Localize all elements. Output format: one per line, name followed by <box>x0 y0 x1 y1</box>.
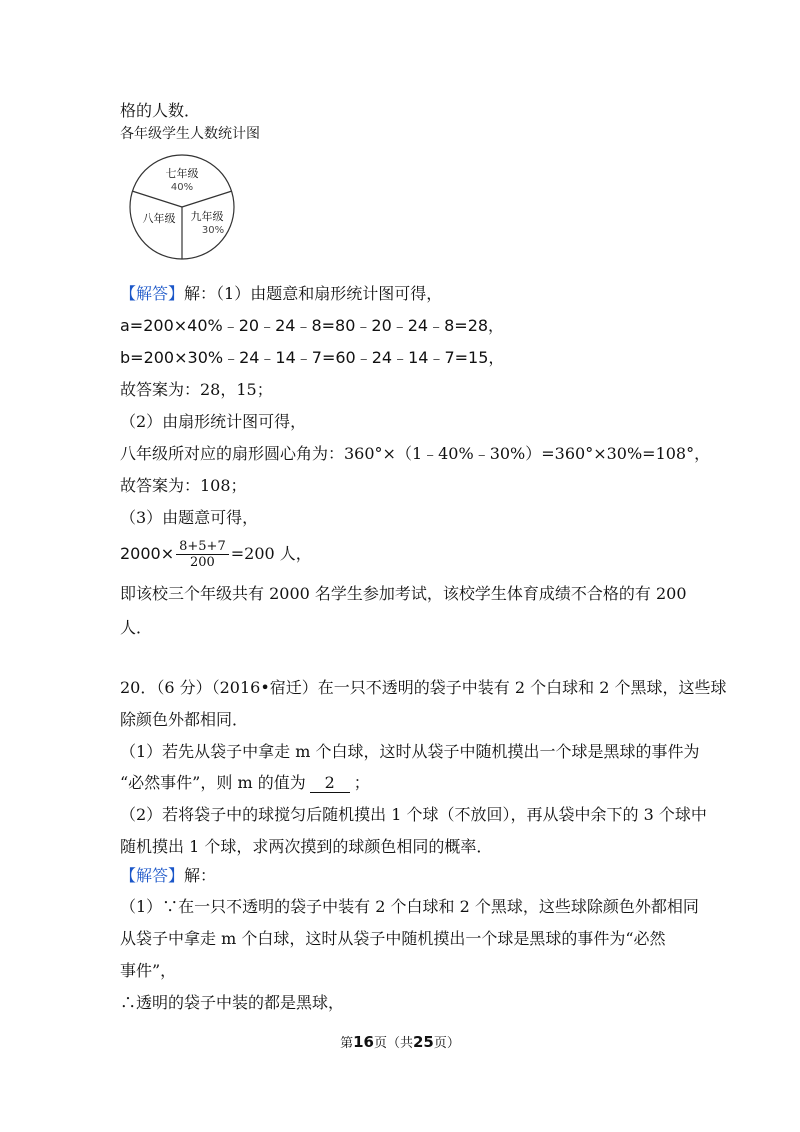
text-line: ∴透明的袋子中装的都是黑球， <box>120 993 345 1012</box>
text-line: 人． <box>120 618 153 637</box>
footer-text: 第 <box>340 1036 354 1051</box>
solution-header-20 <box>120 865 216 887</box>
slice-label-grade8: 八年级 <box>142 212 176 225</box>
text-line: （2）由扇形统计图可得， <box>120 412 307 431</box>
fraction-equation <box>120 537 312 571</box>
equation-b: b=200×30%﹣24﹣14﹣7=60﹣24﹣14﹣7=15， <box>120 348 505 367</box>
equation-a: a=200×40%﹣20﹣24﹣8=80﹣20﹣24﹣8=28， <box>120 316 505 335</box>
slice-value-grade7: 40% <box>170 182 194 193</box>
text-line: 即该校三个年级共有 2000 名学生参加考试，该校学生体育成绩不合格的有 200 <box>120 584 687 603</box>
text-line: 事件”， <box>120 961 177 980</box>
text: “必然事件”，则 m 的值为 <box>120 773 306 792</box>
text-line: 随机摸出 1 个球，求两次摸到的球颜色相同的概率． <box>120 837 493 856</box>
text-line: 格的人数． <box>120 101 201 120</box>
footer-text: 页（共 <box>373 1036 413 1051</box>
page-footer <box>0 1032 800 1051</box>
text-line: 从袋子中拿走 m 个白球，这时从袋子中随机摸出一个球是黑球的事件为“必然 <box>120 929 666 948</box>
answer-line: 故答案为：108； <box>120 476 247 495</box>
text: 2000× <box>120 544 175 563</box>
text-line: 八年级所对应的扇形圆心角为：360°×（1﹣40%﹣30%）=360°×30%=108°， <box>120 444 711 463</box>
slice-label-grade7: 七年级 <box>165 167 199 180</box>
text: 解： <box>184 866 217 885</box>
text-line: 除颜色外都相同． <box>120 710 249 729</box>
problem-20-header: 20．（6 分）（2016•宿迁）在一只不透明的袋子中装有 2 个白球和 2 个黑球，这些球 <box>120 678 727 697</box>
text: ； <box>353 773 370 792</box>
text: 解：（1）由题意和扇形统计图可得， <box>184 284 443 303</box>
slice-value-grade9: 30% <box>201 225 225 236</box>
text-line: （1）∵在一只不透明的袋子中装有 2 个白球和 2 个黑球，这些球除颜色外都相同 <box>120 897 699 916</box>
chart-title: 各年级学生人数统计图 <box>120 126 260 142</box>
fraction-denominator: 200 <box>190 555 215 570</box>
text-line: （2）若将袋子中的球搅匀后随机摸出 1 个球（不放回），再从袋中余下的 3 个球中 <box>120 805 707 824</box>
fill-in-line <box>120 772 370 794</box>
slice-label-grade9: 九年级 <box>190 210 224 223</box>
text-line: （3）由题意可得， <box>120 508 259 527</box>
answer-blank: 2 <box>310 774 350 793</box>
footer-text: 页） <box>433 1036 460 1051</box>
answer-tag: 【解答】 <box>120 866 185 885</box>
answer-line: 故答案为：28，15； <box>120 380 273 399</box>
pie-chart <box>125 152 245 272</box>
fraction-numerator: 8+5+7 <box>176 539 229 555</box>
page-total: 25 <box>413 1033 434 1051</box>
text: =200 人， <box>230 544 312 563</box>
fraction <box>176 539 229 570</box>
answer-tag: 【解答】 <box>120 284 185 303</box>
solution-header-19 <box>120 283 442 305</box>
text-line: （1）若先从袋子中拿走 m 个白球，这时从袋子中随机摸出一个球是黑球的事件为 <box>120 742 700 761</box>
page-number: 16 <box>353 1033 374 1051</box>
